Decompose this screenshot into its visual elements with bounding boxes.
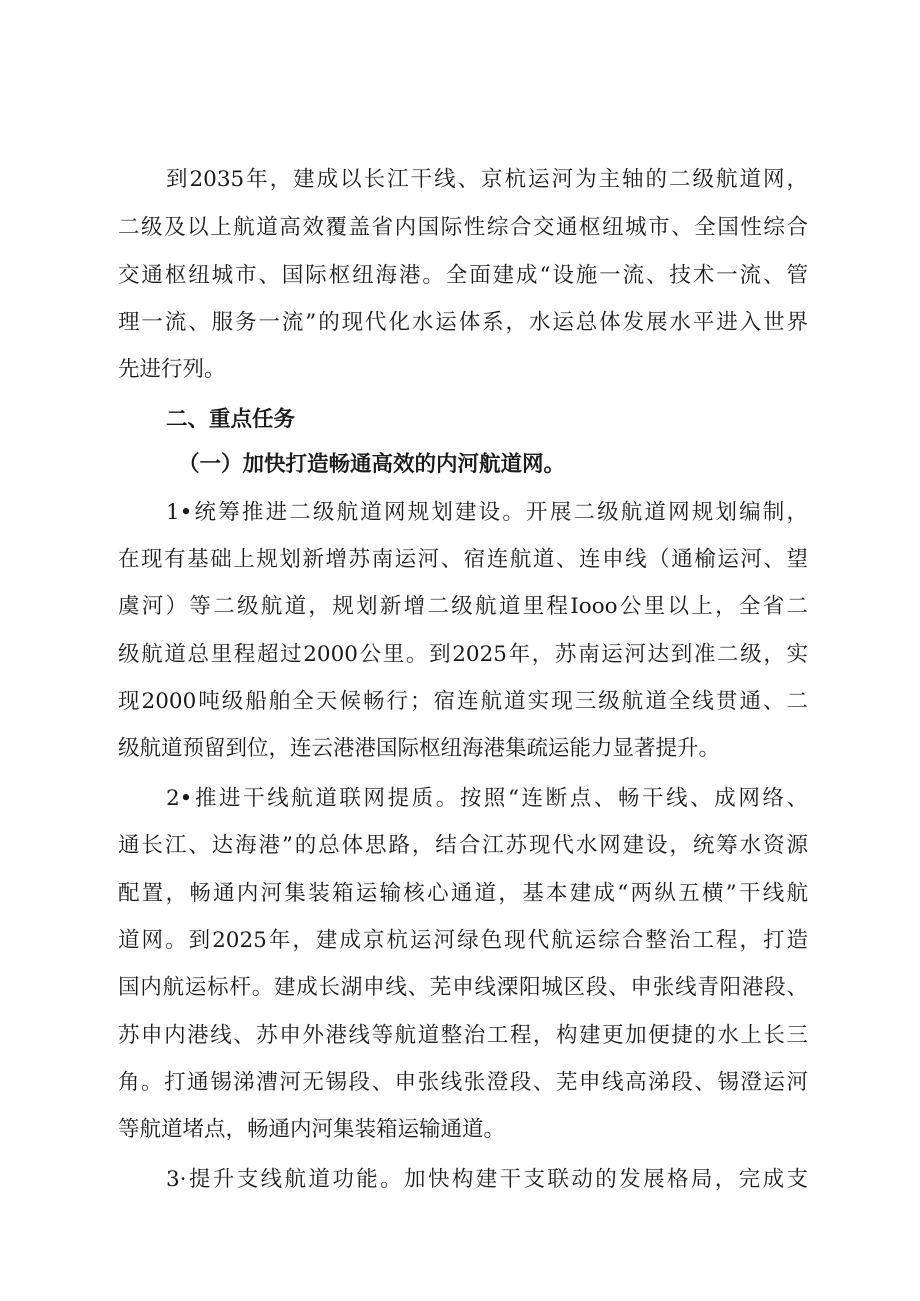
item-2-line-4: 道网。到2025年，建成京杭运河绿色现代航运综合整治工程，打造 — [118, 928, 808, 953]
paragraph-2035-goal-line-4: 理一流、服务一流”的现代化水运体系，水运总体发展水平进入世界 — [118, 310, 808, 335]
item-1-line-6: 级航道预留到位，连云港港国际枢纽海港集疏运能力显著提升。 — [118, 736, 721, 761]
item-2-line-3: 配置，畅通内河集装箱运输核心通道，基本建成“两纵五横”干线航 — [118, 881, 808, 906]
paragraph-2035-goal-line-3: 交通枢纽城市、国际枢纽海港。全面建成“设施一流、技术一流、管 — [118, 263, 808, 288]
paragraph-2035-goal-line-2: 二级及以上航道高效覆盖省内国际性综合交通枢纽城市、全国性综合 — [118, 215, 808, 240]
item-2-line-5: 国内航运标杆。建成长湖申线、芜申线溧阳城区段、申张线青阳港段、 — [118, 975, 808, 1000]
item-1-line-1: 1•统筹推进二级航道网规划建设。开展二级航道网规划编制， — [166, 500, 808, 525]
item-2-line-1: 2•推进干线航道联网提质。按照“连断点、畅干线、成网络、 — [166, 786, 808, 811]
item-2-line-2: 通长江、达海港”的总体思路，结合江苏现代水网建设，统筹水资源 — [118, 833, 808, 858]
item-1-line-4: 级航道总里程超过2000公里。到2025年，苏南运河达到准二级，实 — [118, 642, 808, 667]
item-1-line-2: 在现有基础上规划新增苏南运河、宿连航道、连申线（通榆运河、望 — [118, 547, 808, 572]
paragraph-2035-goal-line-5: 先进行列。 — [118, 357, 226, 382]
item-2-line-6: 苏申内港线、苏申外港线等航道整治工程，构建更加便捷的水上长三 — [118, 1023, 808, 1048]
item-1-line-3: 虞河）等二级航道，规划新增二级航道里程Iooo公里以上，全省二 — [118, 594, 808, 619]
subheading-inland-waterway-network: （一）加快打造畅通高效的内河航道网。 — [178, 452, 566, 477]
item-2-line-7: 角。打通锡涕漕河无锡段、申张线张澄段、芜申线高涕段、锡澄运河 — [118, 1070, 808, 1095]
section-heading-key-tasks: 二、重点任务 — [166, 407, 296, 432]
paragraph-2035-goal-line-1: 到2035年，建成以长江干线、京杭运河为主轴的二级航道网， — [166, 167, 808, 192]
item-2-line-8: 等航道堵点，畅通内河集装箱运输通道。 — [118, 1117, 506, 1142]
item-3-line-1: 3·提升支线航道功能。加快构建干支联动的发展格局，完成支 — [166, 1167, 808, 1192]
item-1-line-5: 现2000吨级船舶全天候畅行；宿连航道实现三级航道全线贯通、二 — [118, 689, 808, 714]
